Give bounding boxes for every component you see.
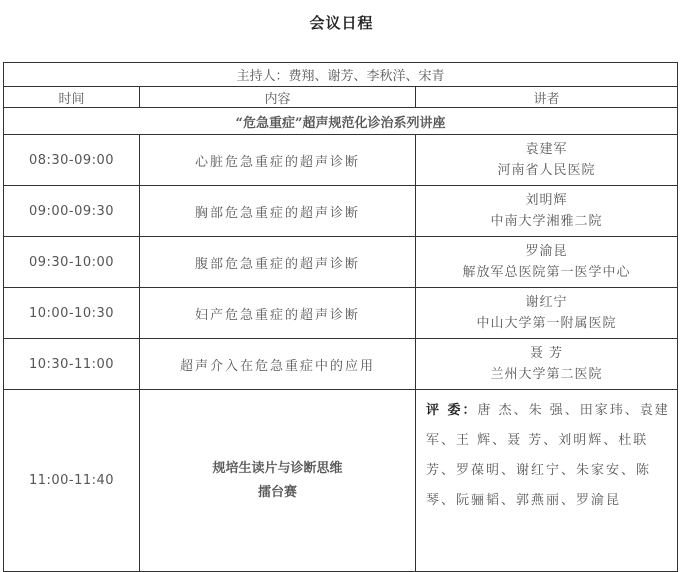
- contest-title-line2: 擂台赛: [257, 484, 297, 500]
- contest-judges: [416, 390, 678, 572]
- session-speaker: [416, 135, 678, 186]
- session-topic: 心脏危急重症的超声诊断: [140, 135, 416, 186]
- table-row: [4, 135, 678, 186]
- table-row: [4, 288, 678, 339]
- session-speaker: [416, 339, 678, 390]
- judges-label: 评 委：: [426, 403, 478, 418]
- speaker-org: 解放军总医院第一医学中心: [462, 265, 631, 280]
- contest-title-line1: 规培生读片与诊断思维: [212, 460, 343, 476]
- speaker-org: 中山大学第一附属医院: [476, 316, 617, 331]
- series-title: “危急重症”超声规范化诊治系列讲座: [4, 108, 678, 135]
- schedule-table: [3, 62, 678, 572]
- speaker-org: 兰州大学第二医院: [490, 367, 603, 382]
- session-topic: 妇产危急重症的超声诊断: [140, 288, 416, 339]
- host-cell: 主持人：费翔、谢芳、李秋洋、宋青: [4, 63, 678, 87]
- speaker-name: 刘明辉: [525, 193, 568, 208]
- session-speaker: [416, 186, 678, 237]
- session-time: 08:30-09:00: [4, 135, 140, 186]
- header-content: 内容: [140, 87, 416, 108]
- contest-title: [140, 390, 416, 572]
- session-speaker: [416, 237, 678, 288]
- host-row: [4, 63, 678, 87]
- session-topic: 超声介入在危急重症中的应用: [140, 339, 416, 390]
- judges-list: 唐 杰、朱 强、田家玮、袁建军、王 辉、聂 芳、刘明辉、杜联芳、罗葆明、谢红宁、朱家安、陈 琴、阮骊韬、郭燕丽、罗渝昆: [426, 403, 670, 508]
- session-time: 09:30-10:00: [4, 237, 140, 288]
- header-time: 时间: [4, 87, 140, 108]
- contest-row: [4, 390, 678, 572]
- table-row: [4, 339, 678, 390]
- session-topic: 腹部危急重症的超声诊断: [140, 237, 416, 288]
- series-row: [4, 108, 678, 135]
- session-time: 09:00-09:30: [4, 186, 140, 237]
- speaker-name: 聂 芳: [529, 346, 564, 361]
- session-speaker: [416, 288, 678, 339]
- table-row: [4, 237, 678, 288]
- speaker-org: 中南大学湘雅二院: [490, 214, 603, 229]
- table-row: [4, 186, 678, 237]
- session-time: 10:30-11:00: [4, 339, 140, 390]
- speaker-name: 袁建军: [525, 142, 568, 157]
- page-title: 会议日程: [309, 14, 374, 32]
- header-row: [4, 87, 678, 108]
- speaker-name: 罗渝昆: [525, 244, 568, 259]
- contest-time: 11:00-11:40: [4, 390, 140, 572]
- session-topic: 胸部危急重症的超声诊断: [140, 186, 416, 237]
- session-time: 10:00-10:30: [4, 288, 140, 339]
- header-speaker: 讲者: [416, 87, 678, 108]
- speaker-name: 谢红宁: [525, 295, 568, 310]
- speaker-org: 河南省人民医院: [497, 163, 596, 178]
